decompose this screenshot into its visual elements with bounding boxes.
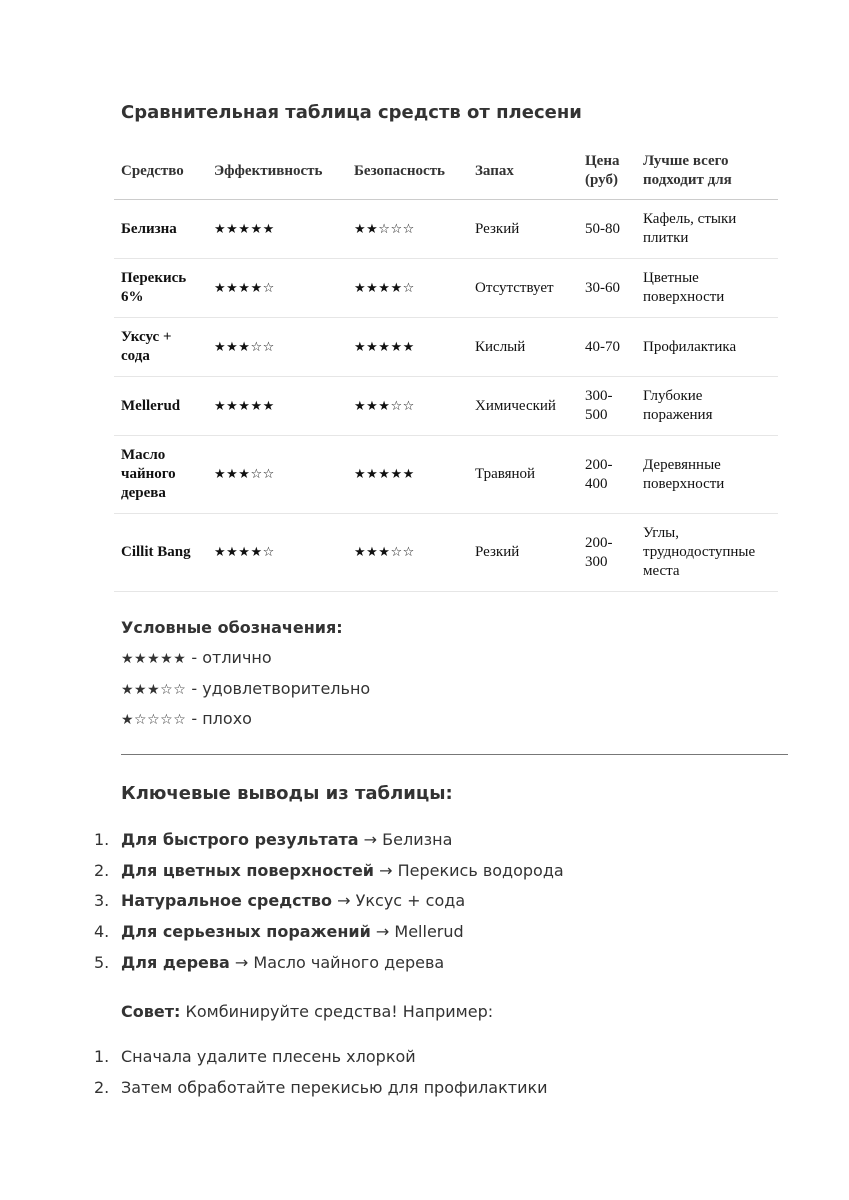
legend-text: - плохо xyxy=(186,709,252,728)
conclusion-value: → Mellerud xyxy=(370,922,464,941)
tip-step-text: Затем обработайте перекисью для профилактики xyxy=(121,1078,548,1097)
header-smell: Запах xyxy=(468,143,578,200)
conclusion-value: → Перекись водорода xyxy=(374,861,564,880)
legend-item xyxy=(121,648,272,667)
conclusion-item xyxy=(94,830,453,849)
cell-best-for: Профилактика xyxy=(636,318,778,377)
table-row xyxy=(114,200,778,259)
cell-effectiveness-rating: ★★★★☆ xyxy=(207,259,347,318)
legend-text: - удовлетворительно xyxy=(186,679,371,698)
cell-smell: Травяной xyxy=(468,436,578,514)
conclusion-label: Для быстрого результата xyxy=(121,830,359,849)
cell-safety-rating: ★★★★☆ xyxy=(347,259,468,318)
legend-stars: ★★★★★ xyxy=(121,651,187,667)
legend-item xyxy=(121,709,252,728)
cell-best-for: Углы, труднодоступные места xyxy=(636,514,778,592)
legend-item xyxy=(121,679,370,698)
legend-text: - отлично xyxy=(186,648,272,667)
cell-effectiveness-rating: ★★★☆☆ xyxy=(207,318,347,377)
cell-safety-rating: ★★★☆☆ xyxy=(347,514,468,592)
cell-product: Mellerud xyxy=(114,377,207,436)
list-number: 2. xyxy=(94,861,110,880)
cell-price: 200-300 xyxy=(578,514,636,592)
table-header-row xyxy=(114,143,778,200)
conclusion-item xyxy=(94,861,564,880)
list-number: 5. xyxy=(94,953,110,972)
cell-price: 40-70 xyxy=(578,318,636,377)
table-row xyxy=(114,377,778,436)
table-row xyxy=(114,436,778,514)
cell-product: Перекись 6% xyxy=(114,259,207,318)
conclusion-label: Натуральное средство xyxy=(121,891,333,910)
conclusion-value: → Масло чайного дерева xyxy=(229,953,445,972)
cell-effectiveness-rating: ★★★★☆ xyxy=(207,514,347,592)
document-title: Сравнительная таблица средств от плесени xyxy=(121,102,582,123)
conclusion-label: Для дерева xyxy=(121,953,230,972)
header-best-for: Лучше всего подходит для xyxy=(636,143,778,200)
cell-safety-rating: ★★☆☆☆ xyxy=(347,200,468,259)
cell-product: Масло чайного дерева xyxy=(114,436,207,514)
conclusions-heading: Ключевые выводы из таблицы: xyxy=(121,783,453,804)
tip-step xyxy=(94,1078,548,1097)
legend-stars: ★★★☆☆ xyxy=(121,682,187,698)
tip-step xyxy=(94,1047,416,1066)
conclusion-item xyxy=(94,953,445,972)
table-row xyxy=(114,318,778,377)
header-safety: Безопасность xyxy=(347,143,468,200)
cell-best-for: Деревянные поверхности xyxy=(636,436,778,514)
conclusion-label: Для цветных поверхностей xyxy=(121,861,374,880)
conclusion-label: Для серьезных поражений xyxy=(121,922,371,941)
legend-heading: Условные обозначения: xyxy=(121,618,343,637)
list-number: 1. xyxy=(94,1047,110,1066)
cell-product: Уксус + сода xyxy=(114,318,207,377)
list-number: 2. xyxy=(94,1078,110,1097)
tip-label: Совет: xyxy=(121,1002,181,1021)
cell-smell: Химический xyxy=(468,377,578,436)
cell-best-for: Глубокие поражения xyxy=(636,377,778,436)
cell-price: 50-80 xyxy=(578,200,636,259)
cell-price: 30-60 xyxy=(578,259,636,318)
cell-price: 300-500 xyxy=(578,377,636,436)
list-number: 3. xyxy=(94,891,110,910)
cell-safety-rating: ★★★☆☆ xyxy=(347,377,468,436)
cell-product: Белизна xyxy=(114,200,207,259)
cell-effectiveness-rating: ★★★★★ xyxy=(207,200,347,259)
cell-smell: Отсутствует xyxy=(468,259,578,318)
cell-product: Cillit Bang xyxy=(114,514,207,592)
cell-smell: Резкий xyxy=(468,514,578,592)
cell-safety-rating: ★★★★★ xyxy=(347,436,468,514)
cell-price: 200-400 xyxy=(578,436,636,514)
tip-text: Комбинируйте средства! Например: xyxy=(180,1002,494,1021)
tip-paragraph xyxy=(121,1002,493,1021)
list-number: 4. xyxy=(94,922,110,941)
header-price: Цена (руб) xyxy=(578,143,636,200)
comparison-table xyxy=(114,143,778,592)
cell-best-for: Кафель, стыки плитки xyxy=(636,200,778,259)
legend-stars: ★☆☆☆☆ xyxy=(121,712,187,728)
conclusion-item xyxy=(94,891,466,910)
conclusion-item xyxy=(94,922,464,941)
cell-smell: Резкий xyxy=(468,200,578,259)
table-row xyxy=(114,259,778,318)
tip-step-text: Сначала удалите плесень хлоркой xyxy=(121,1047,416,1066)
cell-effectiveness-rating: ★★★★★ xyxy=(207,377,347,436)
cell-smell: Кислый xyxy=(468,318,578,377)
cell-best-for: Цветные поверхности xyxy=(636,259,778,318)
list-number: 1. xyxy=(94,830,110,849)
horizontal-divider xyxy=(121,754,788,755)
conclusion-value: → Уксус + сода xyxy=(332,891,466,910)
conclusion-value: → Белизна xyxy=(358,830,453,849)
header-effectiveness: Эффективность xyxy=(207,143,347,200)
cell-effectiveness-rating: ★★★☆☆ xyxy=(207,436,347,514)
header-product: Средство xyxy=(114,143,207,200)
cell-safety-rating: ★★★★★ xyxy=(347,318,468,377)
table-row xyxy=(114,514,778,592)
